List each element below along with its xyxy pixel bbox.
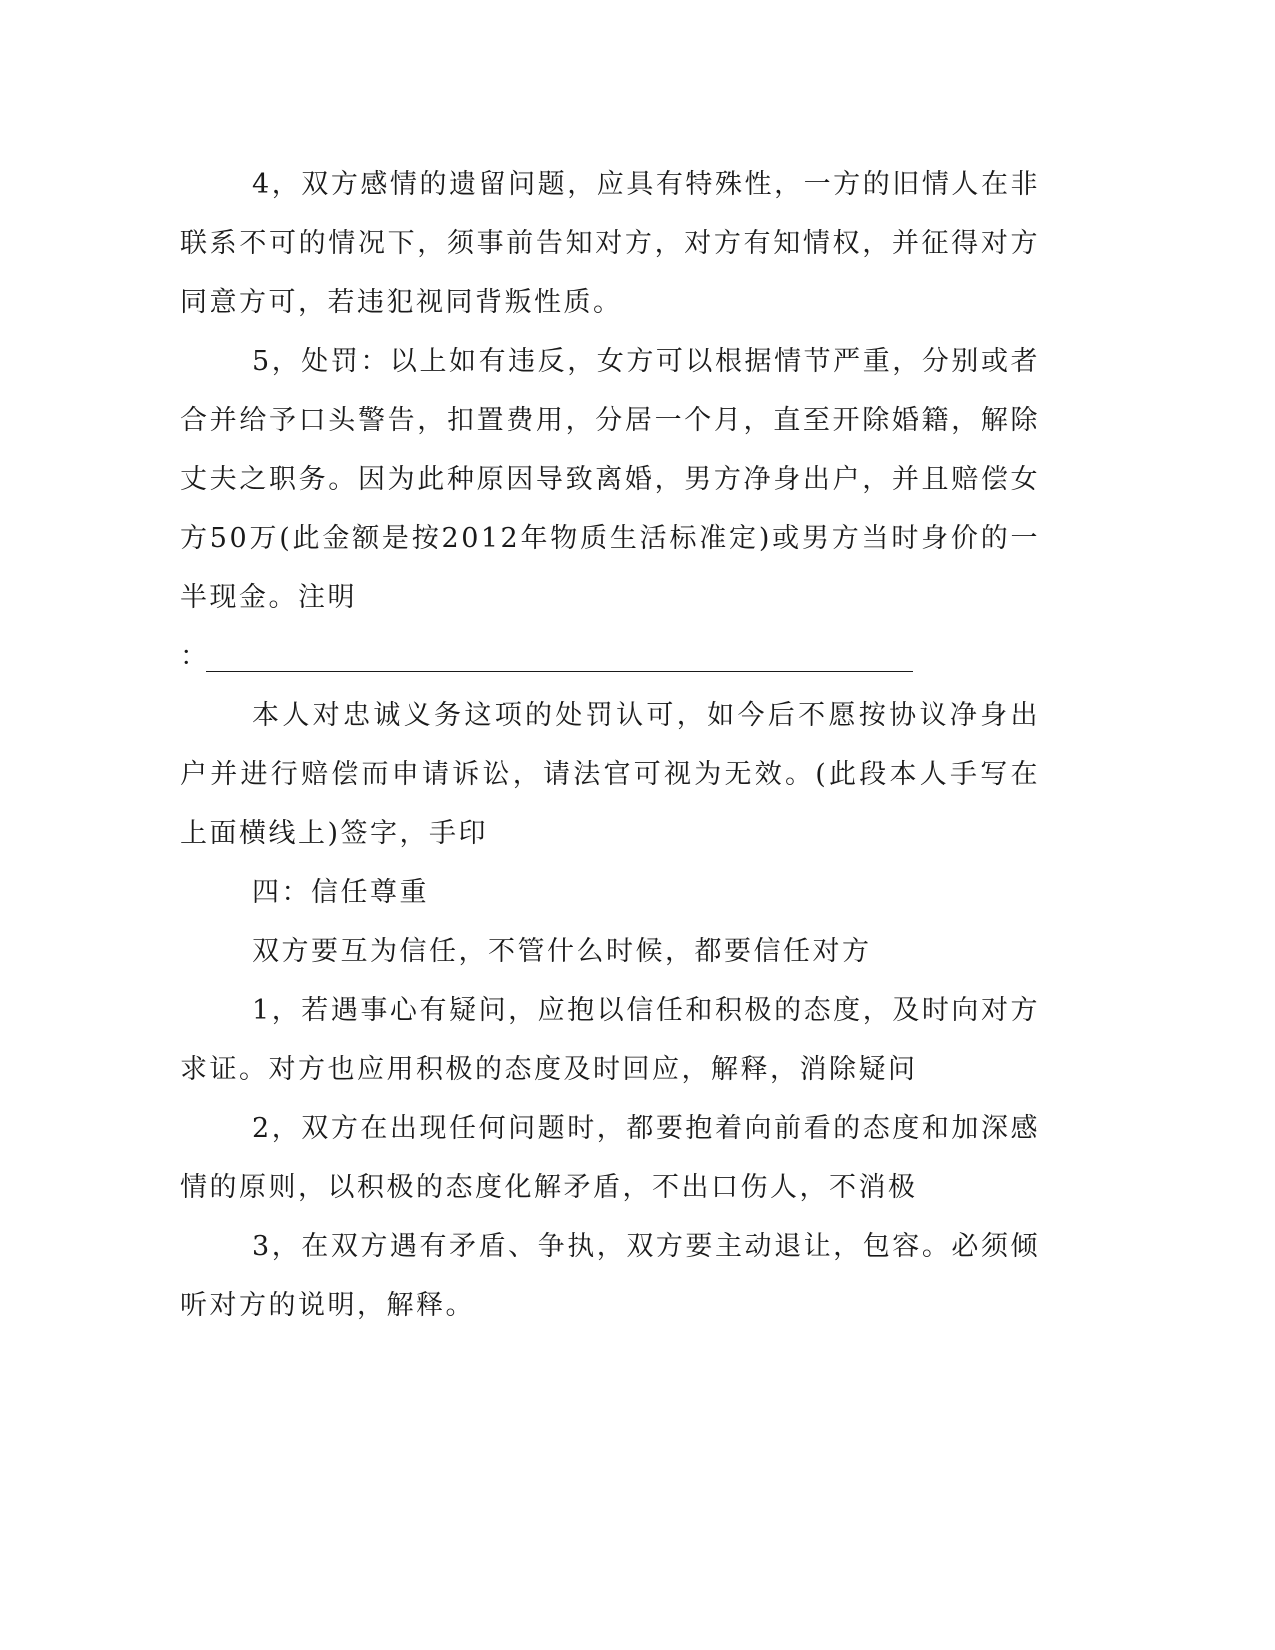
paragraph-trust-item-3: 3，在双方遇有矛盾、争执，双方要主动退让，包容。必须倾听对方的说明，解释。 — [180, 1231, 1040, 1321]
paragraph-trust-intro: 双方要互为信任，不管什么时候，都要信任对方 — [252, 936, 872, 967]
sign-prefix: ： — [180, 641, 210, 672]
paragraph-penalty: 5，处罚：以上如有违反，女方可以根据情节严重，分别或者合并给予口头警告，扣置费用，分居一个月，直至开除婚籍，解除丈夫之职务。因为此种原因导致离婚，男方净身出户，并且赔偿女方50万(此金额是按2012年物质生活标准定)或男方当时身价的一半现金。注明 — [180, 346, 1040, 613]
paragraph-trust-item-1: 1，若遇事心有疑问，应抱以信任和积极的态度，及时向对方求证。对方也应用积极的态度及时回应，解释，消除疑问 — [180, 995, 1040, 1085]
handwriting-line — [180, 627, 1040, 686]
paragraph-trust-item-2: 2，双方在出现任何问题时，都要抱着向前看的态度和加深感情的原则，以积极的态度化解矛盾，不出口伤人，不消极 — [180, 1113, 1040, 1203]
paragraph-acknowledgement: 本人对忠诚义务这项的处罚认可，如今后不愿按协议净身出户并进行赔偿而申请诉讼，请法官可视为无效。(此段本人手写在上面横线上)签字，手印 — [180, 700, 1040, 849]
blank-underline — [206, 671, 913, 672]
paragraph-old-relationships: 4，双方感情的遗留问题，应具有特殊性，一方的旧情人在非联系不可的情况下，须事前告知对方，对方有知情权，并征得对方同意方可，若违犯视同背叛性质。 — [180, 169, 1040, 318]
document-body — [180, 155, 1040, 1335]
section-heading-trust: 四：信任尊重 — [252, 877, 429, 908]
